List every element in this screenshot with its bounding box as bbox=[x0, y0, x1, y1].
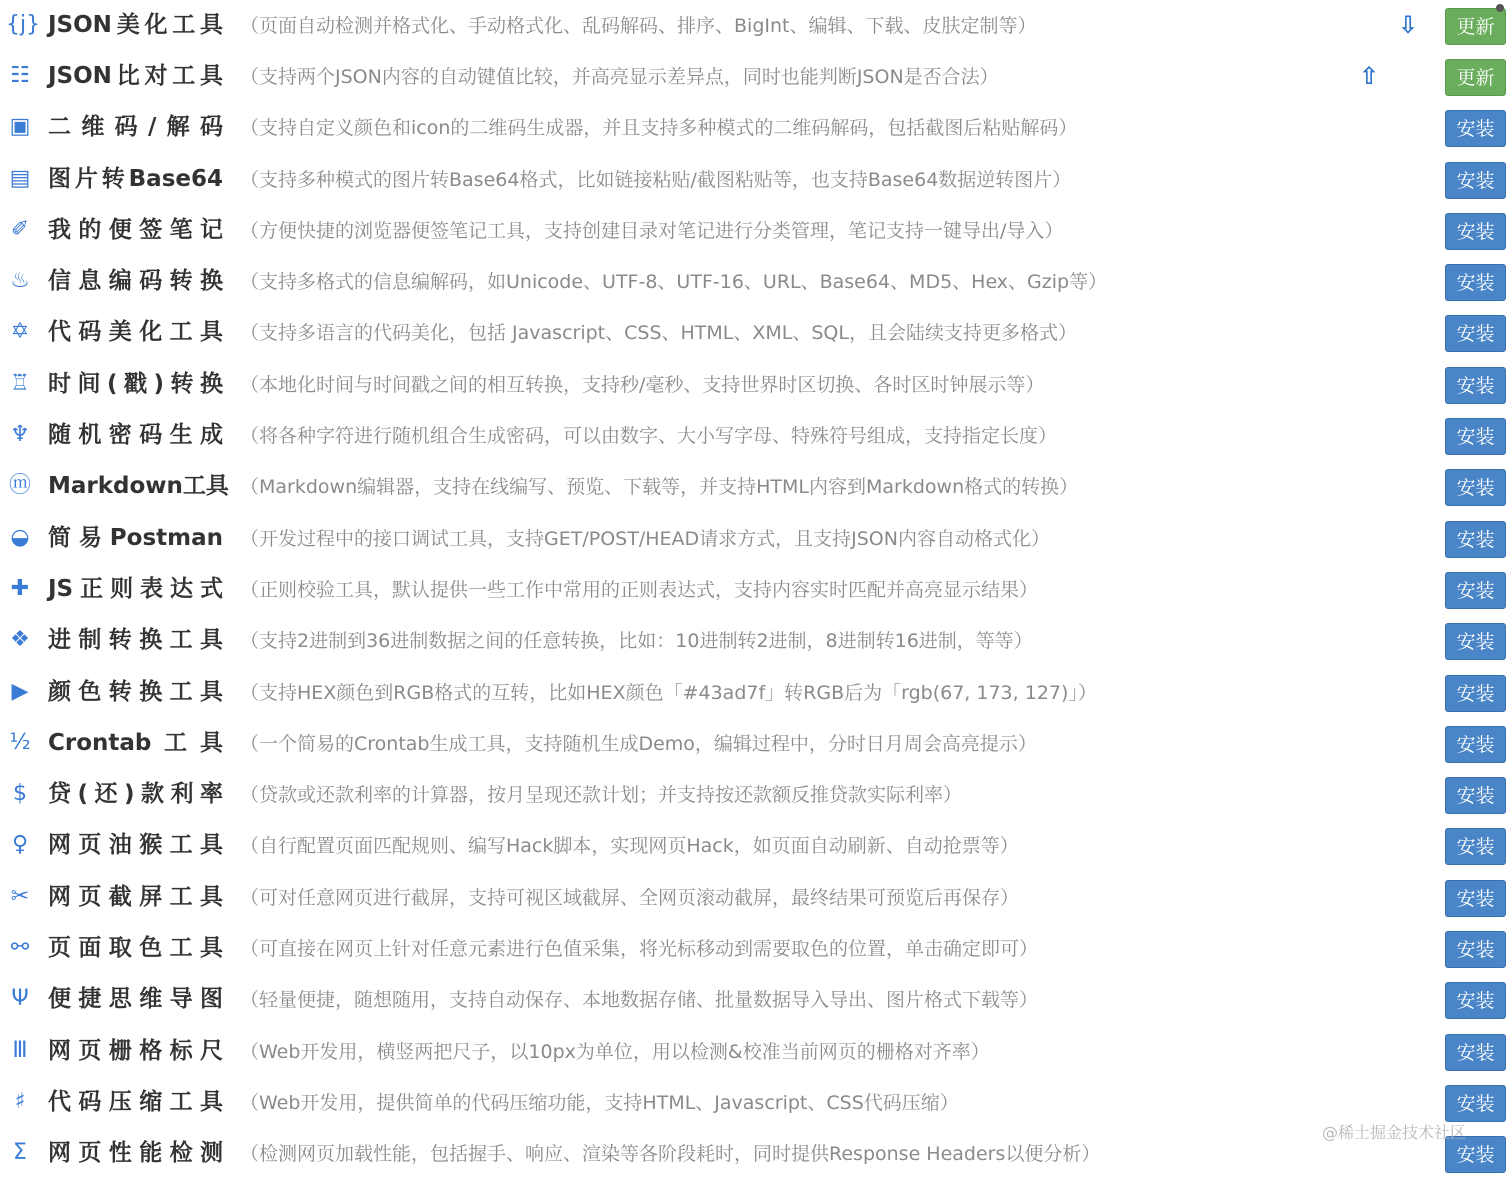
tool-row bbox=[0, 51, 1512, 102]
tool-row bbox=[0, 718, 1512, 769]
tool-row bbox=[0, 256, 1512, 307]
markdown-icon: ⓜ bbox=[8, 473, 31, 499]
tool-description: （支持自定义颜色和icon的二维码生成器，并且支持多种模式的二维码解码，包括截图后粘贴解码） bbox=[240, 117, 1078, 140]
tool-row bbox=[0, 307, 1512, 358]
trident-icon: ♆ bbox=[10, 422, 30, 448]
ruler-icon: Ⅲ bbox=[12, 1037, 28, 1063]
tool-name: 简易Postman bbox=[48, 524, 223, 551]
tool-name: Markdown工具 bbox=[48, 473, 229, 500]
pencil-icon: ✐ bbox=[10, 216, 30, 242]
tool-description: （检测网页加载性能，包括握手、响应、渲染等各阶段耗时，同时提供Response Headers以便分析） bbox=[240, 1143, 1101, 1166]
up-arrow-icon[interactable]: ⇧ bbox=[1358, 62, 1380, 90]
tool-description: （一个简易的Crontab生成工具，支持随机生成Demo，编辑过程中，分时日月周会高亮提示） bbox=[240, 732, 1037, 755]
tool-name: 随机密码生成 bbox=[48, 422, 223, 449]
install-button[interactable]: 安装 bbox=[1445, 982, 1506, 1019]
update-button[interactable]: 更新 bbox=[1445, 59, 1506, 96]
tool-name: 贷(还)款利率 bbox=[48, 781, 223, 808]
tool-name: 时间(戳)转换 bbox=[48, 370, 223, 397]
tool-description: （支持2进制到36进制数据之间的任意转换，比如：10进制转2进制，8进制转16进制，等等） bbox=[240, 630, 1033, 653]
install-button[interactable]: 安装 bbox=[1445, 726, 1506, 763]
install-button[interactable]: 安装 bbox=[1445, 469, 1506, 506]
tool-name: 页面取色工具 bbox=[48, 935, 223, 962]
tool-description: （支持多种模式的图片转Base64格式，比如链接粘贴/截图粘贴等，也支持Base64数据逆转图片） bbox=[240, 168, 1072, 191]
tool-row bbox=[0, 102, 1512, 153]
install-button[interactable]: 安装 bbox=[1445, 572, 1506, 609]
install-button[interactable]: 安装 bbox=[1445, 315, 1506, 352]
tool-row bbox=[0, 615, 1512, 666]
install-button[interactable]: 安装 bbox=[1445, 1136, 1506, 1173]
tool-description: （正则校验工具，默认提供一些工作中常用的正则表达式，支持内容实时匹配并高亮显示结果） bbox=[240, 578, 1039, 601]
update-button[interactable]: 更新 bbox=[1445, 8, 1506, 45]
install-button[interactable]: 安装 bbox=[1445, 418, 1506, 455]
monkey-icon: ♀ bbox=[11, 832, 29, 858]
tool-name: 网页截屏工具 bbox=[48, 883, 223, 910]
tool-row bbox=[0, 513, 1512, 564]
tool-row bbox=[0, 359, 1512, 410]
tool-row bbox=[0, 154, 1512, 205]
tool-name: 网页性能检测 bbox=[48, 1140, 223, 1167]
star-icon: ✡ bbox=[10, 319, 30, 345]
hash-icon: ♯ bbox=[14, 1088, 26, 1114]
tool-name: 网页栅格标尺 bbox=[48, 1037, 223, 1064]
watermark: @稀土掘金技术社区 bbox=[1322, 1123, 1467, 1142]
tool-name: 信息编码转换 bbox=[48, 268, 223, 295]
tool-description: （Web开发用，横竖两把尺子，以10px为单位，用以检测&校准当前网页的栅格对齐率） bbox=[240, 1040, 990, 1063]
install-button[interactable]: 安装 bbox=[1445, 1085, 1506, 1122]
tool-description: （将各种字符进行随机组合生成密码，可以由数字、大小写字母、特殊符号组成，支持指定长度） bbox=[240, 425, 1058, 448]
install-button[interactable]: 安装 bbox=[1445, 521, 1506, 558]
tool-description: （轻量便捷，随想随用，支持自动保存、本地数据存储、批量数据导入导出、图片格式下载等） bbox=[240, 989, 1039, 1012]
tool-description: （方便快捷的浏览器便签笔记工具，支持创建目录对笔记进行分类管理，笔记支持一键导出/导入） bbox=[240, 219, 1064, 242]
tool-description: （页面自动检测并格式化、手动格式化、乱码解码、排序、BigInt、编辑、下载、皮肤定制等） bbox=[240, 15, 1037, 37]
install-button[interactable]: 安装 bbox=[1445, 213, 1506, 250]
tool-description: （本地化时间与时间戳之间的相互转换，支持秒/毫秒、支持世界时区切换、各时区时钟展示等） bbox=[240, 373, 1045, 396]
tool-name: 我的便签笔记 bbox=[48, 216, 223, 243]
tool-row bbox=[0, 667, 1512, 718]
tool-row bbox=[0, 769, 1512, 820]
install-button[interactable]: 安装 bbox=[1445, 1034, 1506, 1071]
cross-icon: ✚ bbox=[10, 575, 30, 601]
tower-icon: ♖ bbox=[10, 370, 30, 396]
tool-description: （自行配置页面匹配规则、编写Hack脚本，实现网页Hack，如页面自动刷新、自动抢票等） bbox=[240, 835, 1019, 858]
tool-name: 便捷思维导图 bbox=[48, 986, 223, 1013]
tool-row bbox=[0, 1026, 1512, 1077]
tool-row bbox=[0, 205, 1512, 256]
tool-row bbox=[0, 0, 1512, 51]
encoding-icon: ♨ bbox=[10, 268, 30, 294]
install-button[interactable]: 安装 bbox=[1445, 367, 1506, 404]
tool-description: （支持多语言的代码美化，包括 Javascript、CSS、HTML、XML、SQL，且会陆续支持更多格式） bbox=[240, 322, 1077, 345]
tool-name: JSON美化工具 bbox=[48, 12, 223, 38]
tool-row bbox=[0, 564, 1512, 615]
install-button[interactable]: 安装 bbox=[1445, 623, 1506, 660]
json-braces-icon: {j} bbox=[6, 12, 41, 37]
tool-description: （开发过程中的接口调试工具，支持GET/POST/HEAD请求方式，且支持JSON内容自动格式化） bbox=[240, 527, 1050, 550]
play-icon: ▶ bbox=[11, 678, 29, 704]
tool-row bbox=[0, 923, 1512, 974]
tool-description: （Web开发用，提供简单的代码压缩功能，支持HTML、Javascript、CSS代码压缩） bbox=[240, 1091, 959, 1114]
tool-name: 代码美化工具 bbox=[48, 319, 223, 346]
tool-description: （支持HEX颜色到RGB格式的互转，比如HEX颜色「#43ad7f」转RGB后为「rgb(67, 173, 127)」） bbox=[240, 681, 1097, 704]
tool-row bbox=[0, 1077, 1512, 1128]
color-picker-icon: ⚯ bbox=[10, 935, 30, 961]
dollar-icon: $ bbox=[13, 781, 27, 807]
tool-description: （可直接在网页上针对任意元素进行色值采集，将光标移动到需要取色的位置，单击确定即可） bbox=[240, 938, 1039, 961]
mindmap-icon: Ψ bbox=[11, 986, 29, 1012]
tool-name: 进制转换工具 bbox=[48, 627, 223, 654]
tool-description: （支持多格式的信息编解码，如Unicode、UTF-8、UTF-16、URL、Base64、MD5、Hex、Gzip等） bbox=[240, 271, 1108, 294]
tool-row bbox=[0, 410, 1512, 461]
tool-description: （可对任意网页进行截屏，支持可视区域截屏、全网页滚动截屏，最终结果可预览后再保存） bbox=[240, 886, 1020, 909]
tool-name: 代码压缩工具 bbox=[48, 1088, 223, 1115]
scissors-icon: ✂ bbox=[10, 883, 30, 909]
install-button[interactable]: 安装 bbox=[1445, 880, 1506, 917]
sigma-icon: Σ bbox=[13, 1140, 27, 1166]
image-icon: ▤ bbox=[9, 165, 31, 191]
install-button[interactable]: 安装 bbox=[1445, 264, 1506, 301]
list-compare-icon: ☷ bbox=[10, 63, 30, 88]
tool-name: 二维码/解码 bbox=[48, 114, 223, 141]
tool-name: 颜色转换工具 bbox=[48, 678, 223, 705]
install-button[interactable]: 安装 bbox=[1445, 110, 1506, 147]
tool-row bbox=[0, 872, 1512, 923]
tool-description: （Markdown编辑器，支持在线编写、预览、下载等，并支持HTML内容到Markdown格式的转换） bbox=[240, 476, 1079, 499]
tool-description: （贷款或还款利率的计算器，按月呈现还款计划；并支持按还款额反推贷款实际利率） bbox=[240, 784, 963, 807]
tool-description: （支持两个JSON内容的自动键值比较，并高亮显示差异点，同时也能判断JSON是否合法） bbox=[240, 66, 999, 88]
tool-name: JS正则表达式 bbox=[48, 575, 223, 602]
tool-name: 图片转Base64 bbox=[48, 165, 223, 192]
postman-icon: ◒ bbox=[10, 524, 30, 550]
tool-row bbox=[0, 974, 1512, 1025]
status-dot bbox=[1496, 4, 1504, 12]
install-button[interactable]: 安装 bbox=[1445, 931, 1506, 968]
tool-row bbox=[0, 461, 1512, 512]
install-button[interactable]: 安装 bbox=[1445, 777, 1506, 814]
tool-name: Crontab工具 bbox=[48, 729, 223, 756]
tool-name: JSON比对工具 bbox=[48, 63, 223, 89]
install-button[interactable]: 安装 bbox=[1445, 162, 1506, 199]
install-button[interactable]: 安装 bbox=[1445, 828, 1506, 865]
diamond-icon: ❖ bbox=[10, 627, 30, 653]
tool-name: 网页油猴工具 bbox=[48, 832, 223, 859]
down-arrow-icon[interactable]: ⇩ bbox=[1397, 11, 1419, 39]
half-icon: ½ bbox=[9, 729, 31, 755]
tool-row bbox=[0, 820, 1512, 871]
install-button[interactable]: 安装 bbox=[1445, 675, 1506, 712]
qrcode-icon: ▣ bbox=[9, 114, 31, 140]
